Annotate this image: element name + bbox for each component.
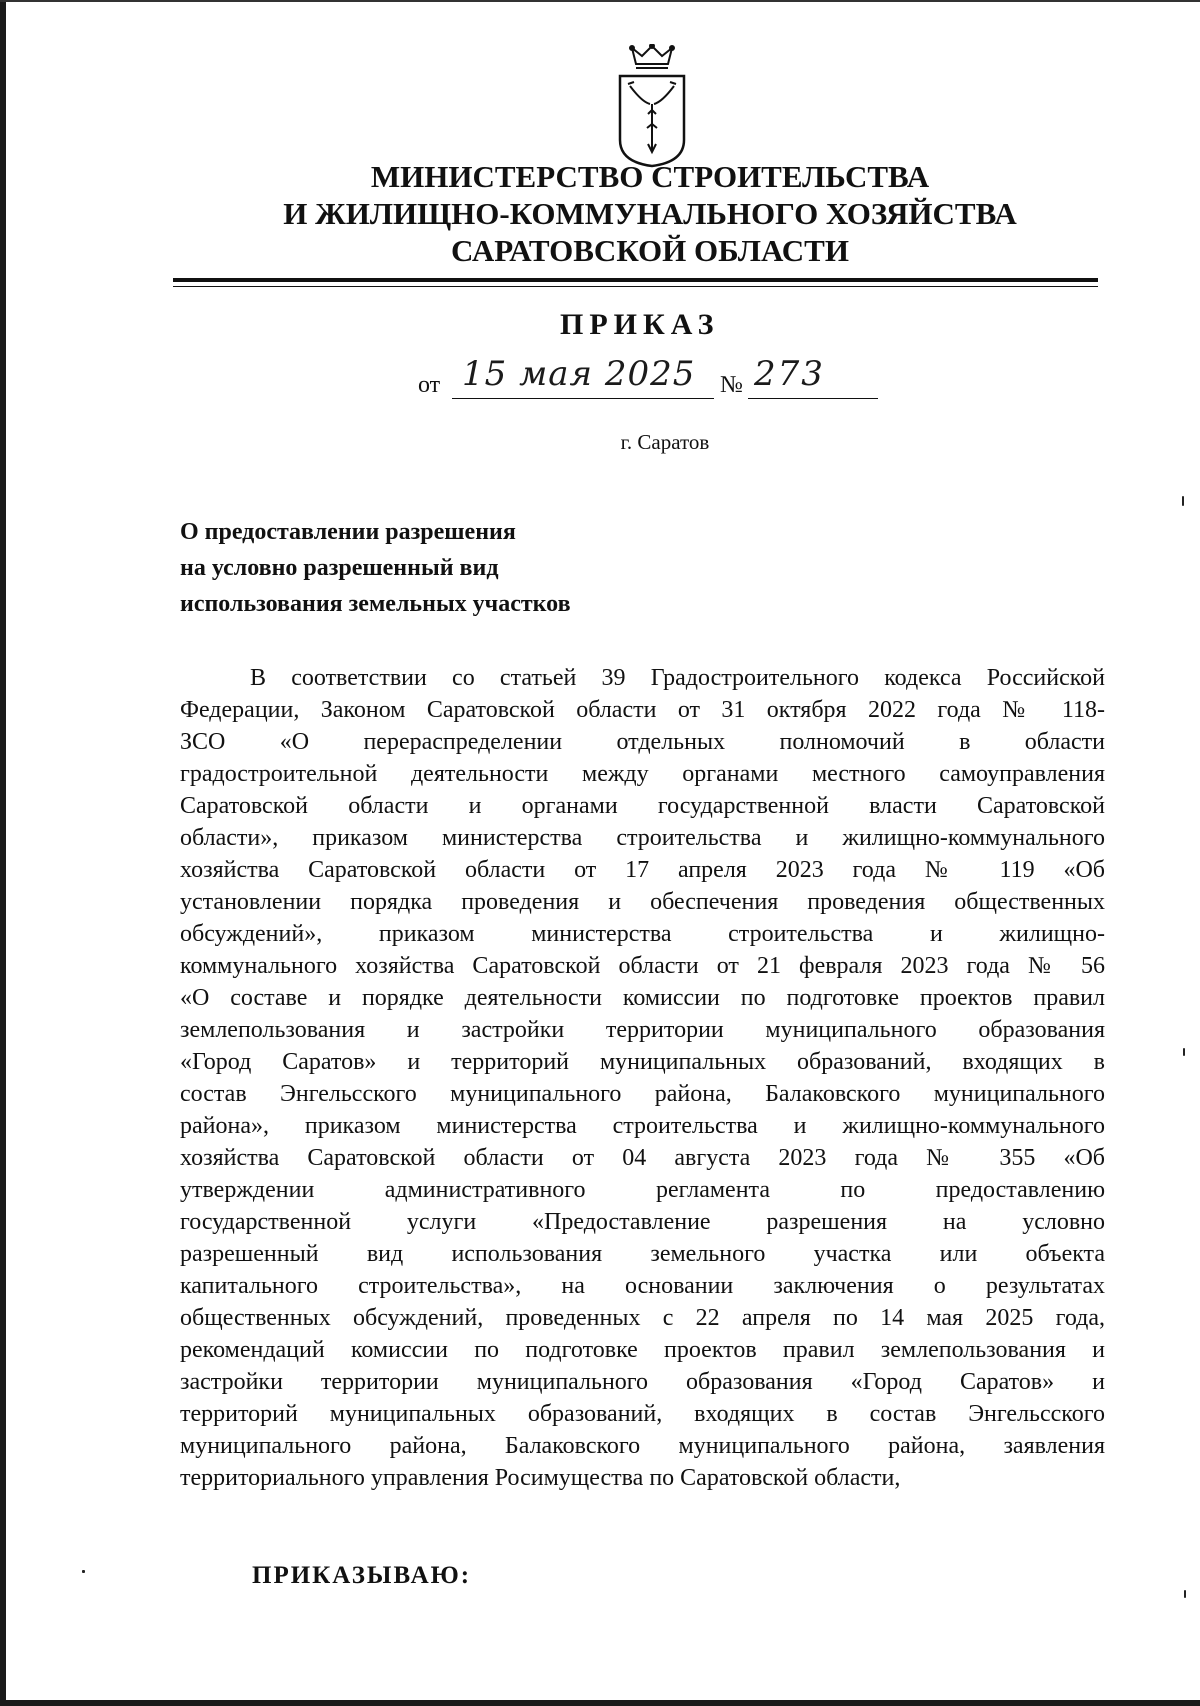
date-prefix: от [418,372,441,398]
scan-speck [1184,1590,1186,1598]
body-line: ЗСО «О перераспределении отдельных полномочий в области [180,729,1105,755]
scan-edge [0,1700,1200,1706]
scan-speck [82,1570,85,1573]
number-underline [748,398,878,399]
date-underline [452,398,714,399]
body-line: состав Энгельсского муниципального района, Балаковского муниципального [180,1081,1105,1107]
preamble-paragraph [180,662,1105,1494]
body-line: В соответствии со статьей 39 Градостроительного кодекса Российской [250,665,1105,691]
body-line: территорий муниципальных образований, входящих в состав Энгельсского [180,1401,1105,1427]
date-number-line [418,356,878,406]
body-line: района», приказом министерства строительства и жилищно-коммунального [180,1113,1105,1139]
body-line: градостроительной деятельности между органами местного самоуправления [180,761,1105,787]
body-line: «Город Саратов» и территорий муниципальных образований, входящих в [180,1049,1105,1075]
scan-edge [0,0,6,1706]
body-line: муниципального района, Балаковского муниципального района, заявления [180,1433,1105,1459]
body-line: хозяйства Саратовской области от 04 августа 2023 года № 355 «Об [180,1145,1105,1171]
saratov-coat-of-arms-icon [614,44,690,168]
body-line: рекомендаций комиссии по подготовке проектов правил землепользования и [180,1337,1105,1363]
document-type: ПРИКАЗ [560,308,720,341]
subject-line: на условно разрешенный вид [180,555,499,581]
body-line: Саратовской области и органами государственной власти Саратовской [180,793,1105,819]
scan-speck [1182,496,1184,506]
body-line: обсуждений», приказом министерства строительства и жилищно- [180,921,1105,947]
body-line: хозяйства Саратовской области от 17 апреля 2023 года № 119 «Об [180,857,1105,883]
body-line: общественных обсуждений, проведенных с 22 апреля по 14 мая 2025 года, [180,1305,1105,1331]
handwritten-number: 273 [754,354,825,394]
header-divider [173,278,1098,282]
scan-edge [0,0,1200,2]
body-line: установлении порядка проведения и обеспечения проведения общественных [180,889,1105,915]
ministry-line: САРАТОВСКОЙ ОБЛАСТИ [451,233,849,268]
order-directive: ПРИКАЗЫВАЮ: [252,1562,472,1589]
body-line: коммунального хозяйства Саратовской области от 21 февраля 2023 года № 56 [180,953,1105,979]
order-subject [180,514,571,622]
subject-line: О предоставлении разрешения [180,519,516,545]
scan-speck [1183,1048,1185,1056]
body-line: «О составе и порядке деятельности комиссии по подготовке проектов правил [180,985,1105,1011]
body-line: утверждении административного регламента по предоставлению [180,1177,1105,1203]
number-prefix: № [720,372,743,398]
subject-line: использования земельных участков [180,591,571,617]
body-line: государственной услуги «Предоставление разрешения на условно [180,1209,1105,1235]
ministry-name [200,158,1100,269]
ministry-line: И ЖИЛИЩНО-КОММУНАЛЬНОГО ХОЗЯЙСТВА [283,196,1017,231]
body-line: землепользования и застройки территории муниципального образования [180,1017,1105,1043]
body-line: капитального строительства», на основании заключения о результатах [180,1273,1105,1299]
body-line: разрешенный вид использования земельного участка или объекта [180,1241,1105,1267]
ministry-line: МИНИСТЕРСТВО СТРОИТЕЛЬСТВА [370,159,930,194]
body-line: области», приказом министерства строительства и жилищно-коммунального [180,825,1105,851]
body-line: застройки территории муниципального образования «Город Саратов» и [180,1369,1105,1395]
body-line: территориального управления Росимущества по Саратовской области, [180,1465,901,1491]
city: г. Саратов [620,430,710,454]
body-line: Федерации, Законом Саратовской области от 31 октября 2022 года № 118- [180,697,1105,723]
header-divider [173,286,1098,287]
handwritten-date: 15 мая 2025 [462,354,696,394]
